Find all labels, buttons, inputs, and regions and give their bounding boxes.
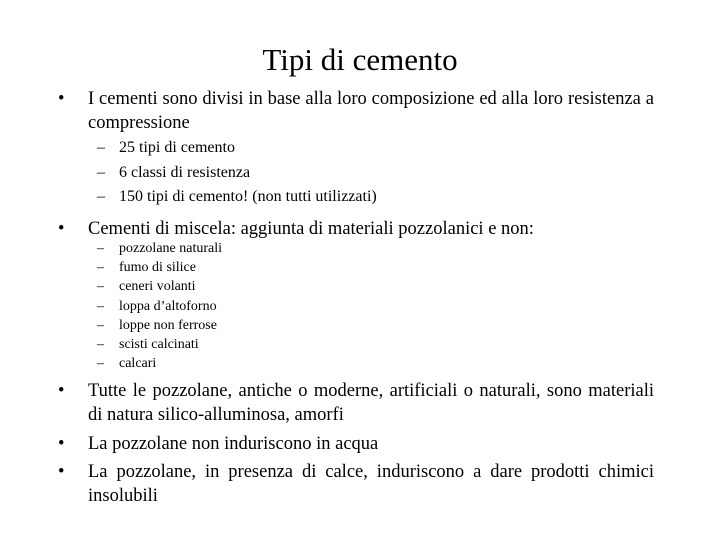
bullet-text: La pozzolane, in presenza di calce, induriscono a dare prodotti chimici insolubili	[88, 462, 654, 506]
sub-list-item-text: calcari	[119, 356, 157, 372]
slide-title: Tipi di cemento	[262, 42, 458, 77]
bullet-item	[58, 217, 654, 241]
sub-list-item-text: ceneri volanti	[119, 279, 196, 295]
dash-icon: –	[97, 163, 105, 181]
dash-icon: –	[97, 356, 104, 372]
dash-icon: –	[97, 260, 104, 276]
sub-list-item-text: pozzolane naturali	[119, 241, 223, 256]
sub-list-item	[97, 297, 222, 316]
sub-list-item	[97, 136, 377, 161]
dash-icon: –	[97, 317, 104, 333]
bullet-dot-icon: •	[58, 89, 65, 109]
sub-list-item	[97, 258, 222, 277]
sub-list-item	[97, 316, 222, 335]
sub-list-item-text: loppa d’altoforno	[119, 298, 217, 314]
bullet-item	[58, 460, 654, 508]
dash-icon: –	[97, 336, 104, 352]
sub-list-item-text: scisti calcinati	[119, 336, 199, 352]
bullet-text: La pozzolane non induriscono in acqua	[88, 434, 379, 454]
sub-list-item-text: 150 tipi di cemento! (non tutti utilizzati)	[119, 188, 377, 205]
sub-list-item-text: loppe non ferrose	[119, 317, 217, 333]
dash-icon: –	[97, 279, 104, 295]
dash-icon: –	[97, 241, 104, 256]
bullet-text: I cementi sono divisi in base alla loro composizione ed alla loro resistenza a compressione	[88, 89, 654, 133]
bullet-dot-icon: •	[58, 462, 65, 482]
sub-list-item-text: 25 tipi di cemento	[119, 139, 235, 156]
sub-list-item	[97, 239, 222, 258]
sub-list-item	[97, 277, 222, 296]
bullet-dot-icon: •	[58, 434, 65, 454]
bullet-item	[58, 379, 654, 427]
sub-list	[97, 239, 222, 373]
bullet-dot-icon: •	[58, 219, 65, 239]
dash-icon: –	[97, 188, 105, 205]
sub-list-item	[97, 354, 222, 373]
sub-list	[97, 136, 377, 210]
dash-icon: –	[97, 139, 105, 156]
bullet-dot-icon: •	[58, 381, 65, 401]
bullet-item	[58, 432, 654, 456]
sub-list-item	[97, 185, 377, 210]
dash-icon: –	[97, 298, 104, 314]
bullet-text: Cementi di miscela: aggiunta di materiali pozzolanici e non:	[88, 219, 534, 239]
bullet-text: Tutte le pozzolane, antiche o moderne, artificiali o naturali, sono materiali di natura silico-alluminosa, amorfi	[88, 381, 654, 425]
sub-list-item-text: 6 classi di resistenza	[119, 163, 251, 181]
bullet-item	[58, 87, 654, 135]
sub-list-item	[97, 161, 377, 186]
sub-list-item	[97, 335, 222, 354]
sub-list-item-text: fumo di silice	[119, 260, 196, 276]
